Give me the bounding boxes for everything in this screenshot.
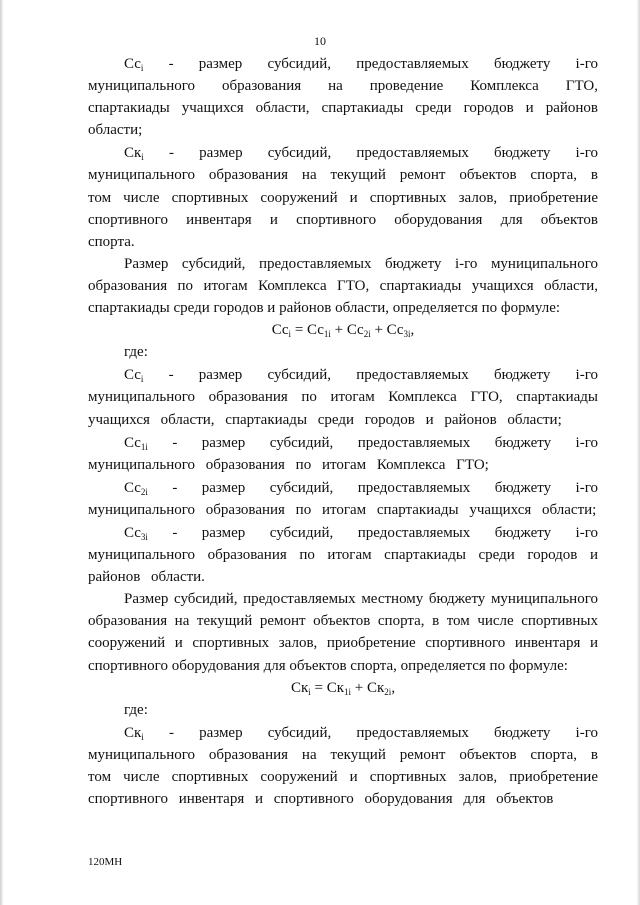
definition-text: - размер субсидий, предоставляемых бюджету i-го муниципального образования на текущий ремонт объектов спорта, в том числе спортивных сооружений и спортивных залов, приобретение спортивного инвентаря и спортивного оборудования для объектов — [88, 724, 598, 808]
formula-subscript: 2i — [363, 329, 371, 340]
definition-paragraph — [88, 432, 598, 476]
definition-text: - размер субсидий, предоставляемых бюджету i-го муниципального образования по итогам спартакиады учащихся области; — [88, 479, 598, 518]
definition-symbol: $Сс_{1i}$ — [124, 434, 148, 452]
definition-symbol-subscript: 3i — [140, 531, 148, 542]
definition-paragraph — [88, 142, 598, 252]
definition-symbol-subscript: i — [141, 152, 144, 163]
formula-subscript: 3i — [403, 329, 411, 340]
formula-subscript: 2i — [384, 686, 392, 697]
definition-text: - размер субсидий, предоставляемых бюджету i-го муниципального образования по итогам Комплекса ГТО, спартакиады учащихся области, спартакиады среди городов и районов области; — [88, 367, 598, 428]
formula: $Сс_i = Сс_{1i} + Сс_{2i} + Сс_{3i}$, — [271, 322, 415, 340]
definition-paragraph — [88, 53, 598, 141]
scan-left-edge — [0, 0, 3, 905]
definition-symbol: $Сс_i$ — [124, 56, 144, 73]
definition-symbol: $Сс_i$ — [124, 367, 144, 385]
formula-subscript: i — [288, 329, 292, 340]
formula: $Ск_i = Ск_{1i} + Ск_{2i}$, — [290, 679, 396, 697]
definition-symbol-subscript: i — [140, 374, 144, 385]
definition-symbol: $Сс_{2i}$ — [124, 479, 148, 497]
definition-paragraph — [88, 522, 598, 588]
definition-symbol-subscript: 1i — [140, 441, 148, 452]
definition-text: - размер субсидий, предоставляемых бюджету i-го муниципального образования по итогам спартакиады среди городов и районов области. — [88, 524, 598, 586]
definition-paragraph — [88, 722, 598, 810]
where-label: где: — [124, 344, 148, 361]
definition-text: - размер субсидий, предоставляемых бюджету i-го муниципального образования на текущий ремонт объектов спорта, в том числе спортивных сооружений и спортивных залов, приобретение спортивного инвентаря и спортивного оборудования для объектов спорта. — [88, 145, 598, 250]
definition-symbol: $Сс_{3i}$ — [124, 524, 148, 542]
document-body — [88, 53, 598, 810]
page-number: 10 — [314, 34, 326, 48]
definition-paragraph — [88, 364, 598, 430]
definition-symbol-subscript: i — [140, 63, 144, 73]
definition-text: - размер субсидий, предоставляемых бюджету i-го муниципального образования по итогам Комплекса ГТО; — [88, 434, 598, 473]
formula-subscript: i — [308, 686, 311, 697]
definition-symbol-subscript: 2i — [140, 486, 148, 497]
definition-symbol-subscript: i — [141, 731, 144, 742]
body-paragraph: Размер субсидий, предоставляемых бюджету i-го муниципального образования по итогам Комплекса ГТО, спартакиады учащихся области, спартакиады среди городов и районов области, определяется по формуле: — [88, 255, 598, 317]
formula-subscript: 1i — [323, 329, 331, 340]
definition-paragraph — [88, 477, 598, 521]
definition-symbol: $Ск_i$ — [124, 145, 144, 163]
body-paragraph: Размер субсидий, предоставляемых местному бюджету муниципального образования на текущий ремонт объектов спорта, в том числе спортивных сооружений и спортивных залов, приобретение спортивного инвентаря и спортивного оборудования для объектов спорта, определяется по формуле: — [88, 591, 598, 674]
definition-symbol: $Ск_i$ — [124, 724, 144, 742]
definition-text: - размер субсидий, предоставляемых бюджету i-го муниципального образования на проведение Комплекса ГТО, спартакиады учащихся области, спартакиады среди городов и районов области; — [88, 56, 598, 139]
formula-subscript: 1i — [344, 686, 352, 697]
document-footer-code: 120МН — [88, 856, 123, 868]
where-label: где: — [124, 701, 148, 718]
